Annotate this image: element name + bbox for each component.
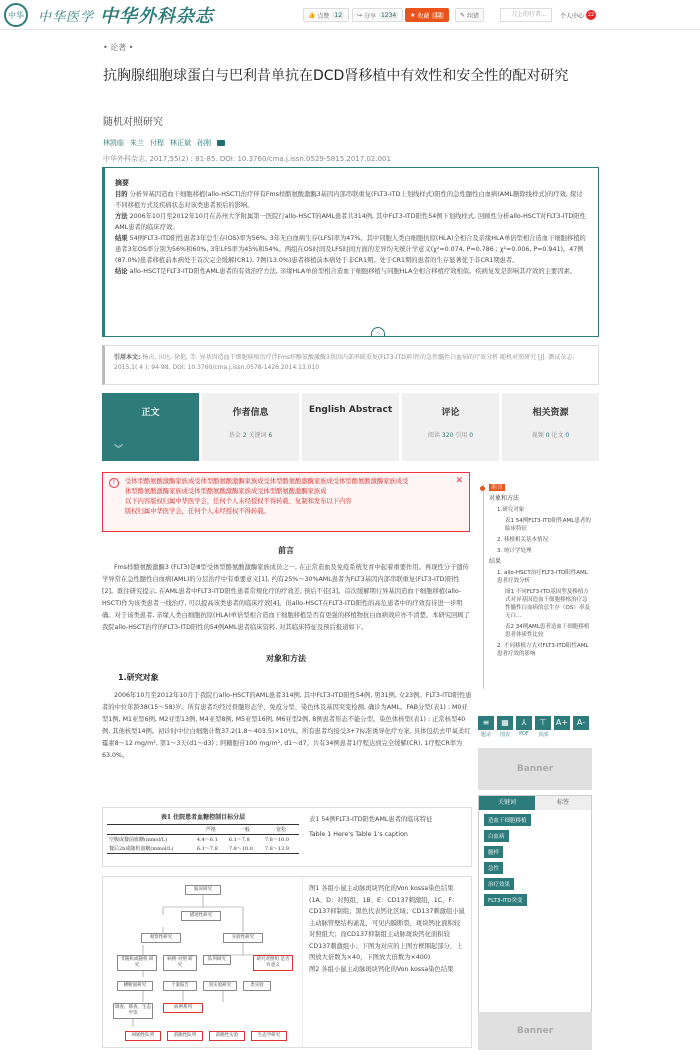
abstract-box [102, 167, 599, 337]
like-count: 12 [334, 11, 343, 19]
figure-1-flowchart[interactable] [103, 877, 303, 1047]
keywords-panel [478, 795, 592, 1027]
table-1-caption [303, 808, 471, 866]
share-label: 分享 [363, 12, 376, 20]
flow-node: 队列研究 [203, 955, 231, 965]
article-title: 抗胸腺细胞球蛋白与巴利昔单抗在DCD肾移植中有效性和安全性的配对研究 [103, 68, 569, 84]
outline-item[interactable] [481, 484, 591, 492]
article-tabs [102, 393, 599, 461]
warning-line: 体型酪氨酸激酶家族成受体型酪氨酸激酶家族成受体型酪氨酸激酶家族成 [125, 488, 327, 495]
stat-value: 0 [469, 432, 474, 439]
top-bar [0, 0, 700, 30]
like-label: 点赞 [317, 12, 330, 20]
abstract-results [115, 233, 588, 266]
tool-label: 顶部 [537, 732, 548, 738]
banner-ad-1[interactable]: Banner [478, 748, 592, 790]
caption-fig2: 图2 各组小鼠主动脉斑块钙化的Von kossa染色结果 [309, 965, 454, 973]
warning-line: 受体型酪氨酸激酶家族成受体型酪氨酸激酶家族成受体型酪氨酸激酶家族成受体型酪氨酸激酶家族成受 [125, 478, 409, 485]
outline-item[interactable]: 2. 移植相关基本情况 [497, 537, 548, 543]
font-decrease-button[interactable] [573, 716, 589, 738]
author[interactable]: 付程 [150, 139, 164, 147]
keyword-tag[interactable]: 造血干细胞移植 [484, 814, 531, 826]
flow-node: 前瞻性队列 [167, 1031, 203, 1041]
share-count: 1234 [380, 11, 397, 19]
banner-ad-2[interactable]: Banner [478, 1012, 592, 1050]
stat-label: 基金 [228, 432, 241, 439]
flow-node: 个案报告 [163, 981, 197, 991]
caption-cn: 表1 54例FLT3-ITD阳性AML患者的临床特征 [309, 816, 433, 823]
abstract-conclusion [115, 266, 588, 277]
objective-label: 目的 [115, 191, 128, 198]
table-cell: 6.1～7.8 [196, 846, 218, 852]
table-cell: 7.8～10.0 [228, 846, 253, 852]
correction-button[interactable] [455, 8, 484, 22]
outline-item[interactable]: 结果 [489, 558, 502, 565]
flow-node: 前瞻性实验 [209, 1031, 245, 1041]
flow-node: 临床研究 [185, 885, 221, 895]
flow-node: 实验性研究 [223, 933, 263, 943]
results-label: 结果 [115, 235, 128, 242]
tool-label: PDF [519, 731, 529, 737]
close-icon[interactable]: ✕ [455, 476, 463, 486]
warning-line: 以下内容版权归属中华医学会，任何个人未经授权不得转载、复制和发布以下内容 [125, 498, 352, 505]
tab-label: 作者信息 [232, 408, 269, 418]
user-center-label: 个人中心 [560, 12, 585, 20]
star-icon: ★ [410, 11, 416, 19]
caption-en: Table 1 Here's Table 1's caption [309, 831, 408, 838]
stat-value: 0 [565, 432, 570, 439]
tab-label: 正文 [141, 408, 160, 418]
flow-node: 病例-对照 研究 [163, 955, 197, 971]
table-1-box [102, 807, 472, 867]
author[interactable]: 林正斌 [170, 139, 191, 147]
outline-item[interactable]: 图1 不同FLT3-ITD基因型及移植方式对异基因造血干细胞移植治疗急性髓性白血病的总生存（OS）率及无白... [505, 589, 590, 619]
caption-fig1: 图1 各组小鼠主动脉斑块钙化的Von kossa染色结果(1A、D：对照组，1B、E：CD137刺激组，1C、F：CD137抑制组；黑色代表钙化区域；CD137刺激组小鼠主动脉管壁结构紊乱，可见内膜断裂，斑块钙化面积较对照组大；而CD137抑制组主动脉斑块钙化面积较CD137刺激组小；下图为对应的上图方框圈起部分，上图放大倍数为×40，下图放大倍数为×400) [309, 885, 465, 961]
flow-node: 观察性研究 [141, 933, 181, 943]
tab-label: 相关资源 [532, 408, 569, 418]
methods-text: 2006年10月至2012年10月在苏州大学附属第一医院行allo-HSCT的AML患者共314例, 其中FLT3-ITD阳性54例下划线样式, 回顾性分析allo-HSCT对FLT3-ITD阳性AML患者的临床疗效。 [115, 213, 586, 231]
arrow-top-icon: ⊤ [535, 716, 551, 730]
author[interactable]: 朱兰 [130, 139, 144, 147]
warning-line: 版权归属中华医学会，任何个人未经授权不得转载。 [125, 508, 270, 515]
tab-english-abstract[interactable] [302, 393, 399, 461]
outline-item[interactable]: 表1 54例FLT3-ITD阳性AML患者的临床特征 [505, 518, 591, 532]
stat-label: 关键词 [248, 432, 267, 439]
tab-label: English Abstract [308, 405, 393, 415]
tab-stats [402, 430, 499, 439]
flow-node: 类实验 [243, 981, 271, 991]
search-box[interactable]: 刀上的行者... [500, 8, 552, 22]
keyword-tag[interactable]: FLT3-ITD突变 [484, 894, 527, 906]
stat-label: 论文 [551, 432, 564, 439]
article-subtitle: 随机对照研究 [103, 117, 163, 128]
table-row [107, 835, 299, 845]
outline-item[interactable]: 对象和方法 [489, 495, 520, 502]
outline-rail [483, 484, 484, 689]
flow-node: 回顾性队列 [125, 1031, 161, 1041]
table-cell: 7.8～13.9 [264, 846, 289, 852]
alert-icon: ! [109, 478, 119, 488]
like-button[interactable] [303, 8, 349, 22]
outline-item[interactable]: 1. allo-HSCT治疗FLT3-ITD阳性AML患者疗效分析 [497, 570, 588, 584]
image-icon: ▦ [497, 716, 513, 730]
section-title-preface: 前言 [278, 546, 294, 555]
tab-keywords[interactable]: 关键词 [479, 796, 535, 810]
keyword-tag[interactable]: 白血病 [484, 830, 509, 842]
outline-label: 前言 [491, 484, 504, 491]
favorite-count: 12 [434, 11, 442, 19]
pdf-tool-button[interactable] [516, 716, 532, 738]
citation-tool-button[interactable] [478, 716, 494, 738]
collapse-abstract-button[interactable] [371, 327, 385, 337]
flow-node: 调查、筛查、生态学等 [113, 1003, 153, 1019]
abstract-methods [115, 211, 588, 233]
tool-label: 图表 [499, 732, 510, 738]
table-header [107, 825, 195, 835]
keyword-tag[interactable]: 急性 [484, 862, 503, 874]
methods-label: 方法 [115, 213, 128, 220]
table-cell: 餐后2h或随机血糖(mmol/L) [109, 846, 174, 852]
outline-item[interactable]: 2. 不同移植方式对FLT3-ITD阳性AML患者疗效的影响 [497, 643, 589, 657]
tab-related-resources[interactable] [502, 393, 599, 461]
flow-node-highlighted: 病例系列 [163, 1003, 203, 1013]
chevron-down-icon: ︾ [114, 445, 124, 455]
keyword-tag[interactable]: 髓样 [484, 846, 503, 858]
tool-label: 题录 [480, 732, 491, 738]
tab-stats [202, 430, 299, 439]
tab-fulltext[interactable] [102, 393, 199, 461]
pdf-icon: ⅄ [516, 716, 532, 730]
top-tool-button[interactable] [535, 716, 551, 738]
keywords-tabs [479, 796, 591, 810]
share-icon: ↪ [357, 11, 363, 19]
citation-label: 引用本文: [114, 354, 141, 361]
citation-box [102, 345, 599, 385]
table-cell: 空腹或餐前血糖(mmol/L) [109, 837, 167, 843]
figures-tool-button[interactable] [497, 716, 513, 738]
doi-line: 中华外科杂志, 2017,55(2) : 81-85. DOI: 10.3760/cma.j.issn.0529-5815.2017.02.001 [103, 155, 391, 163]
table-1-image[interactable] [103, 808, 303, 866]
outline-item[interactable]: 3. 统计学处理 [497, 548, 532, 554]
notification-badge: 22 [587, 12, 595, 18]
tab-comments[interactable] [402, 393, 499, 461]
flow-node: 生态学研究 [251, 1031, 287, 1041]
tab-tags[interactable]: 标签 [535, 796, 591, 810]
article-outline [481, 484, 591, 661]
table-header: 宽松 [275, 827, 286, 833]
methods-text: 2006年10月至2012年10月于我院行allo-HSCT的AML患者314例, 其中FLT3-ITD阳性54例, 男31例, 女23例。FLT3-ITD阳性患者的中位年龄38(15～58)岁。所有患者均经过骨髓形态学、免疫分型、染色体及基因突变检测, 确诊为AML。FAB分型(表1) : M0亚型1例, M1亚型6例, M2亚型13例, M4亚型8例, M5亚型16例, M6亚型2例, 8例患者形态不能分型。染色体核型(表1) : 正常核型40例, 其他核型14例。初诊时中位白细胞计数37.2(1.8～403.5)×10⁹/L。所有患者均接受3+7标准诱导化疗方案, 具体包括去甲氧柔红霉素8～12 mg/m², 第1～3天(d1～d3) ; 阿糖胞苷100 mg/m², d1～d7。共有34例患者1疗程达到完全缓解(CR), 1疗程CR率为63.0%。 [102, 692, 472, 759]
edit-icon: ✎ [460, 11, 466, 19]
stat-label: 视频 [531, 432, 544, 439]
figure-1-box [102, 876, 472, 1048]
stat-value: 320 [441, 432, 454, 439]
section-title-methods: 对象和方法 [266, 654, 306, 663]
breadcrumb: • 论著 • [103, 43, 134, 52]
table-1 [107, 824, 299, 854]
objective-text: 分析异基因造血干细胞移植(allo-HSCT)治疗伴有Fms样酪氨酸激酶3基因内部串联重复(FLT3-ITD上划线样式)阳性的急性髓性白血病(AML删除线样式)的疗效, 探讨不同移植方式及疾病状态对该类患者预后的影响。 [115, 191, 583, 209]
stat-label: 引用 [455, 432, 468, 439]
table-header: 严格 [205, 827, 216, 833]
author[interactable]: 林凯临 [103, 139, 124, 147]
table-row [107, 844, 299, 854]
logo-seal: 中华 [4, 3, 28, 27]
logo-text-small: 中华医学 [38, 9, 95, 25]
table-cell: 4.4～6.1 [196, 837, 218, 843]
logo-text-big: 中华外科杂志 [100, 6, 215, 27]
keyword-list [479, 810, 591, 914]
abstract-heading: 摘要 [115, 179, 129, 187]
share-button[interactable] [352, 8, 403, 22]
keyword-tag[interactable]: 治疗效果 [484, 878, 514, 890]
font-increase-icon: A+ [554, 716, 570, 730]
conclusion-label: 结论 [115, 268, 128, 275]
tool-bar [478, 716, 589, 738]
table-header: 一般 [239, 827, 250, 833]
preface-text: Fms样酪氨酸激酶3 (FLT3)是Ⅲ型受体型酪氨酸激酶家族成员之一, 在正常造血及免疫系统发育中起着重要作用。再现性分子遗传学异常在急性髓性白血病(AML)的分层治疗中有重要意义[1], 约有25%～30%AML患者为FLT3基因内部串联重复(FLT3-ITD)阳性[2]。既往研究提示, 在AML患者中FLT3-ITD阳性患者常规化疗的疗效差, 预后不佳[3]。首次缓解期行异基因造血干细胞移植(allo-HSCT)作为该类患者一线治疗, 可以提高该类患者的临床疗效[4]。但allo-HSCT在FLT3-ITD阳性的高危患者中的疗效有待进一步明确。对于该类患者, 亲缘人类白细胞抗原(HLA)单倍型相合造血干细胞移植是否有更强的移植物抗白血病效应亦不清楚。本研究回顾了我院allo-HSCT治疗的FLT3-ITD阳性的54例AML患者临床资料, 对其临床特征及预后报道如下。 [102, 564, 470, 631]
journal-logo[interactable] [4, 2, 214, 28]
abstract-objective [115, 189, 588, 211]
chevron-up-icon: ︿ [374, 329, 381, 336]
flow-node: 横断面研究 [117, 981, 153, 991]
table-cell: 7.8～10.0 [264, 837, 289, 843]
figure-1-caption [303, 877, 471, 1047]
correction-label: 纠错 [466, 12, 479, 20]
list-icon: ≡ [478, 716, 494, 730]
outline-item[interactable]: 1.研究对象 [497, 507, 525, 513]
tab-author-info[interactable] [202, 393, 299, 461]
author-list [103, 138, 225, 148]
flow-node: 真实验研究 [203, 981, 237, 991]
conclusion-text: allo-HSCT是FLT3-ITD阳性AML患者的有效治疗方法, 亲缘HLA单倍型相合造血干细胞移植与同胞HLA全相合移植疗效相似。疾病复发是影响其疗效的主要因素。 [129, 268, 577, 275]
copyright-warning [102, 472, 470, 532]
flow-node-highlighted: 研究对照组 是否有意义 [253, 955, 293, 971]
stat-value: 0 [545, 432, 550, 439]
tab-label: 评论 [441, 408, 460, 418]
font-increase-button[interactable] [554, 716, 570, 738]
stat-value: 6 [268, 432, 273, 439]
citation-text: 杨贞, 田达, 徐艳, 等. 异基因造血干细胞移植治疗伴Fms样酪氨酸激酶3基因内部串联重复(FLT3-ITD)阳性的急性髓性白血病的疗效分析 随机对照研究 [J]. 测试杂志, 2015,1( 4 ): 94-98. DOI: 10.3760/cma.j.issn.0578-1426.2014.13.010 [114, 354, 575, 371]
table-image-title: 表1 住院患者血糖控制目标分层 [160, 814, 246, 821]
outline-item[interactable]: 表2 34例AML患者造血干细胞移植患者体质性比较 [505, 624, 590, 638]
mail-icon[interactable] [217, 140, 225, 146]
user-center[interactable] [560, 8, 596, 22]
font-decrease-icon: A- [573, 716, 589, 730]
stat-value: 2 [242, 432, 247, 439]
favorite-label: 收藏 [417, 12, 430, 20]
table-cell: 6.1～7.8 [228, 837, 250, 843]
flow-node: 非随机或随机 研究 [117, 955, 157, 971]
flow-node: 描述性研究 [181, 911, 221, 921]
author[interactable]: 孙刚 [197, 139, 211, 147]
subsection-title: 1.研究对象 [118, 673, 159, 682]
results-text: 54例FLT3-ITD阳性患者3年总生存(OS)率为56%, 3年无白血病生存(LFS)率为47%。其中同胞人类白细胞抗原(HLA)全相合及亲缘HLA单倍型相合造血干细胞移植的患者3年OS率分别为56%和60%, 3年LFS率为45%和54%。两组在OS时间及LFS时间方面的差异均无统计学意义(χ²=0.074, P=0.786 ; χ²=0.006, P=0.941)。47例(87.0%)患者移植前本病处于首次完全缓解(CR1), 7例(13.0%)患者移植前本病处于非CR1期。处于CR1期的患者的生存显著优于非CR1期患者。 [115, 235, 586, 264]
favorite-button[interactable] [405, 8, 449, 22]
tab-stats [502, 430, 599, 439]
like-icon: 👍 [308, 11, 316, 19]
stat-label: 阅读 [427, 432, 440, 439]
